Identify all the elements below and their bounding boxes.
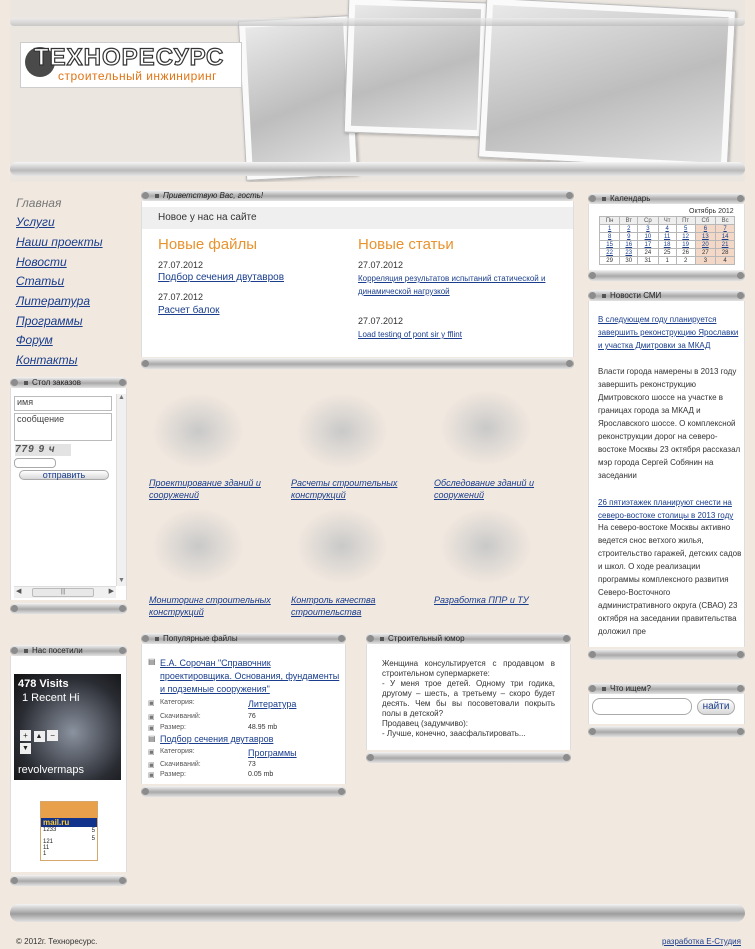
order-message-input[interactable]: сообщение [14, 413, 112, 441]
rotate-up-icon[interactable]: ▲ [34, 731, 45, 742]
popular-files-panel [141, 644, 346, 784]
scroll-right-icon[interactable]: ▶ [108, 588, 114, 595]
revolvermaps-widget[interactable] [14, 674, 121, 780]
category-label: Категория: [160, 748, 195, 755]
weekday: Вс [716, 217, 735, 225]
popular-file-category-1[interactable]: Литература [248, 699, 297, 709]
popular-file-link-2[interactable]: Подбор сечения двутавров [160, 734, 274, 744]
calendar-grid [599, 216, 735, 265]
counter-side-2: 5 [91, 836, 95, 842]
service-ppr[interactable]: Разработка ППР и ТУ [434, 595, 529, 605]
weekday: Вт [620, 217, 638, 225]
nav-item-contacts[interactable]: Контакты [16, 353, 78, 367]
nav-item-home[interactable]: Главная [16, 196, 62, 210]
calendar-header: Календарь [588, 193, 745, 204]
file-link-2[interactable]: Расчет балок [158, 305, 220, 316]
search-input[interactable] [592, 698, 692, 715]
popular-files-footer [141, 786, 346, 797]
calendar-day[interactable]: 7 [716, 225, 735, 233]
weekday: Пн [600, 217, 620, 225]
download-icon: ▣ [148, 762, 155, 769]
search-footer [588, 726, 745, 737]
scroll-left-icon[interactable]: ◀ [16, 588, 22, 595]
search-header: Что ищем? [588, 683, 745, 694]
service-monitoring[interactable]: Мониторинг строительных конструкций [149, 595, 271, 617]
smi-news-footer [588, 649, 745, 660]
sketch-photo-street [238, 15, 358, 181]
file-date-1: 27.07.2012 [158, 260, 204, 270]
category-icon: ▣ [148, 749, 155, 756]
popular-file-category-2[interactable]: Программы [248, 748, 297, 758]
downloads-label: Скачиваний: [160, 761, 201, 768]
article-date-1: 27.07.2012 [358, 260, 404, 270]
service-calculation[interactable]: Расчеты строительных конструкций [291, 478, 398, 500]
calendar-day: 4 [716, 257, 735, 265]
calendar-month: Октябрь 2012 [689, 208, 734, 215]
calendar-day[interactable]: 22 [600, 249, 620, 257]
size-icon: ▣ [148, 725, 155, 732]
order-desk-header: Стол заказов [10, 377, 127, 388]
humor-text: Женщина консультируется с продавцом в строительном супермаркете: - У меня трое детей. Одному три годика, другому – шесть, а третьему – скоро будет десять. Чем бы вы посоветовали покрыть полы в детской? Продавец (задумчиво): - Лучше, конечно, заасфальтировать... [382, 659, 555, 738]
zoom-in-icon[interactable]: + [20, 730, 31, 741]
inspection-illustration[interactable] [440, 390, 532, 466]
order-horizontal-scrollbar[interactable] [14, 586, 116, 598]
popular-file-link-1[interactable]: Е.А. Сорочан "Справочник проектировщика. Основания, фундаменты и подземные сооружения" [160, 658, 340, 694]
popular-files-header: Популярные файлы [141, 633, 346, 644]
visitors-header: Нас посетили [10, 645, 127, 656]
footer-bar [10, 904, 745, 922]
welcome-header: Приветствую Вас, гость! [141, 190, 574, 201]
quality-illustration[interactable] [296, 508, 388, 584]
file-date-2: 27.07.2012 [158, 292, 204, 302]
smi-news-link-2[interactable]: 26 пятиэтажек планируют снести на северо-востоке столицы в 2013 году [598, 498, 734, 520]
calendar-day[interactable]: 6 [695, 225, 716, 233]
category-label: Категория: [160, 699, 195, 706]
calendar-day[interactable]: 16 [620, 241, 638, 249]
weekday: Ср [638, 217, 658, 225]
calendar-day[interactable]: 3 [638, 225, 658, 233]
calendar-day[interactable]: 17 [638, 241, 658, 249]
calendar-day: 25 [658, 249, 676, 257]
calendar-day[interactable]: 9 [620, 233, 638, 241]
service-design[interactable]: Проектирование зданий и сооружений [149, 478, 261, 500]
header-bottom-bar [10, 162, 745, 176]
size-label: Размер: [160, 724, 187, 731]
calendar-day[interactable]: 23 [620, 249, 638, 257]
order-desk-panel [10, 388, 127, 600]
captcha-input[interactable] [14, 458, 56, 468]
revolvermaps-brand: revolvermaps [18, 764, 85, 776]
scroll-thumb[interactable]: ||| [32, 588, 94, 597]
humor-header: Строительный юмор [366, 633, 571, 644]
order-name-input[interactable]: имя [14, 396, 112, 411]
calendar-day[interactable]: 12 [676, 233, 695, 241]
calendar-day: 3 [695, 257, 716, 265]
design-illustration[interactable] [152, 393, 244, 469]
weekday: Сб [695, 217, 716, 225]
size-label: Размер: [160, 771, 187, 778]
calendar-day: 28 [716, 249, 735, 257]
new-articles-heading: Новые статьи [358, 236, 454, 253]
calendar-day[interactable]: 8 [600, 233, 620, 241]
service-inspection[interactable]: Обследование зданий и сооружений [434, 478, 535, 500]
smi-news-text-1: Власти города намерены в 2013 году завершить реконструкцию Дмитровского шоссе на участке в границах города за МКАД и Ярославского шоссе. О комплексной реконструкции дорог на северо-востоке Москвы 23 октября рассказал мэр города Сергей Собянин на заседании [598, 367, 741, 480]
download-icon: ▣ [148, 714, 155, 721]
size-icon: ▣ [148, 772, 155, 779]
calendar-day[interactable]: 20 [695, 241, 716, 249]
calculation-illustration[interactable] [296, 393, 388, 469]
nav-item-articles[interactable]: Статьи [16, 274, 65, 288]
welcome-subtitle: Новое у нас на сайте [142, 207, 573, 229]
smi-news-text-2: На северо-востоке Москвы активно ведется снос ветхого жилья, строительство гаражей, детских садов и школ. О ходе реализации программы комплексного развития Северо-Восточного административного округа (СВАО) 23 октября на заседании правительства доложил пре [598, 523, 742, 636]
order-desk-footer [10, 603, 127, 614]
counter-top-stripe [41, 802, 97, 818]
calendar-day: 31 [638, 257, 658, 265]
counter-value-3: 11 [43, 845, 50, 851]
calendar-day[interactable]: 10 [638, 233, 658, 241]
calendar-day[interactable]: 2 [620, 225, 638, 233]
article-link-1[interactable]: Корреляция результатов испытаний статической и динамической нагрузкой [358, 274, 546, 296]
visits-count: 478 Visits [18, 678, 69, 690]
zoom-out-icon[interactable]: − [47, 730, 58, 741]
counter-side-1: 5 [91, 828, 95, 834]
logo-subtitle: строительный инжиниринг [58, 69, 217, 83]
calendar-day[interactable]: 14 [716, 233, 735, 241]
recent-hits: 1 Recent Hi [22, 692, 80, 704]
calendar-panel [588, 204, 745, 270]
smi-news-header: Новости СМИ [588, 290, 745, 301]
calendar-day[interactable]: 13 [695, 233, 716, 241]
calendar-day[interactable]: 4 [658, 225, 676, 233]
visitors-panel [10, 656, 127, 872]
welcome-panel [141, 201, 574, 357]
developer-link[interactable]: разработка E-Студия [662, 937, 741, 946]
calendar-day: 30 [620, 257, 638, 265]
calendar-day[interactable]: 19 [676, 241, 695, 249]
service-quality[interactable]: Контроль качества строительства [291, 595, 376, 617]
mailru-counter[interactable] [40, 801, 98, 861]
header-banner [10, 0, 745, 182]
counter-value-2: 121 [43, 839, 54, 845]
header-top-bar [10, 18, 745, 26]
nav-item-news[interactable]: Новости [16, 255, 67, 269]
welcome-footer [141, 358, 574, 369]
calendar-day: 29 [600, 257, 620, 265]
order-vertical-scrollbar[interactable] [116, 394, 126, 586]
search-button[interactable]: найти [697, 699, 735, 715]
popular-file-size-2: 0.05 mb [248, 771, 274, 778]
humor-footer [366, 752, 571, 763]
calendar-day: 24 [638, 249, 658, 257]
file-link-1[interactable]: Подбор сечения двутавров [158, 272, 285, 283]
ppr-illustration[interactable] [440, 508, 532, 584]
counter-value-1: 1233 [43, 827, 57, 833]
calendar-day[interactable]: 15 [600, 241, 620, 249]
popular-file-downloads-1: 76 [248, 713, 256, 720]
copyright: © 2012г. Техноресурс. [16, 937, 98, 946]
weekday: Чт [658, 217, 676, 225]
search-panel [588, 694, 745, 724]
scroll-up-icon[interactable]: ▲ [118, 394, 125, 401]
visitors-footer [10, 875, 127, 886]
calendar-day[interactable]: 1 [600, 225, 620, 233]
nav-item-services[interactable]: Услуги [16, 215, 55, 229]
captcha-image: 779 9 ч [15, 444, 71, 456]
calendar-footer [588, 270, 745, 281]
order-submit-button[interactable]: отправить [19, 470, 109, 480]
file-icon: ▤ [148, 657, 156, 666]
logo-title: ТЕХНОРЕСУРС [34, 44, 225, 71]
calendar-day: 27 [695, 249, 716, 257]
article-date-2: 27.07.2012 [358, 316, 404, 326]
calendar-day[interactable]: 5 [676, 225, 695, 233]
calendar-day: 1 [658, 257, 676, 265]
category-icon: ▣ [148, 700, 155, 707]
scroll-down-icon[interactable]: ▼ [118, 577, 125, 584]
counter-brand: mail.ru [41, 818, 97, 827]
monitoring-illustration[interactable] [152, 508, 244, 584]
nav-item-literature[interactable]: Литература [16, 294, 90, 308]
article-link-2[interactable]: Load testing of pont sir y fflint [358, 330, 462, 339]
calendar-day[interactable]: 11 [658, 233, 676, 241]
nav-item-projects[interactable]: Наши проекты [16, 235, 103, 249]
calendar-day: 26 [676, 249, 695, 257]
nav-item-programs[interactable]: Программы [16, 314, 83, 328]
new-files-heading: Новые файлы [158, 236, 258, 253]
smi-news-link-1[interactable]: В следующем году планируется завершить реконструкцию Ярославки и участка Дмитровки за МКАД [598, 315, 739, 350]
calendar-day[interactable]: 21 [716, 241, 735, 249]
nav-item-forum[interactable]: Форум [16, 333, 53, 347]
humor-panel [366, 644, 571, 750]
globe-controls[interactable] [20, 730, 60, 760]
calendar-day: 2 [676, 257, 695, 265]
file-icon: ▤ [148, 734, 156, 743]
popular-file-downloads-2: 73 [248, 761, 256, 768]
smi-news-panel [588, 301, 745, 647]
popular-file-size-1: 48.95 mb [248, 724, 278, 731]
calendar-day[interactable]: 18 [658, 241, 676, 249]
weekday: Пт [676, 217, 695, 225]
rotate-down-icon[interactable]: ▼ [20, 743, 31, 754]
counter-value-4: 1 [43, 851, 47, 857]
downloads-label: Скачиваний: [160, 713, 201, 720]
